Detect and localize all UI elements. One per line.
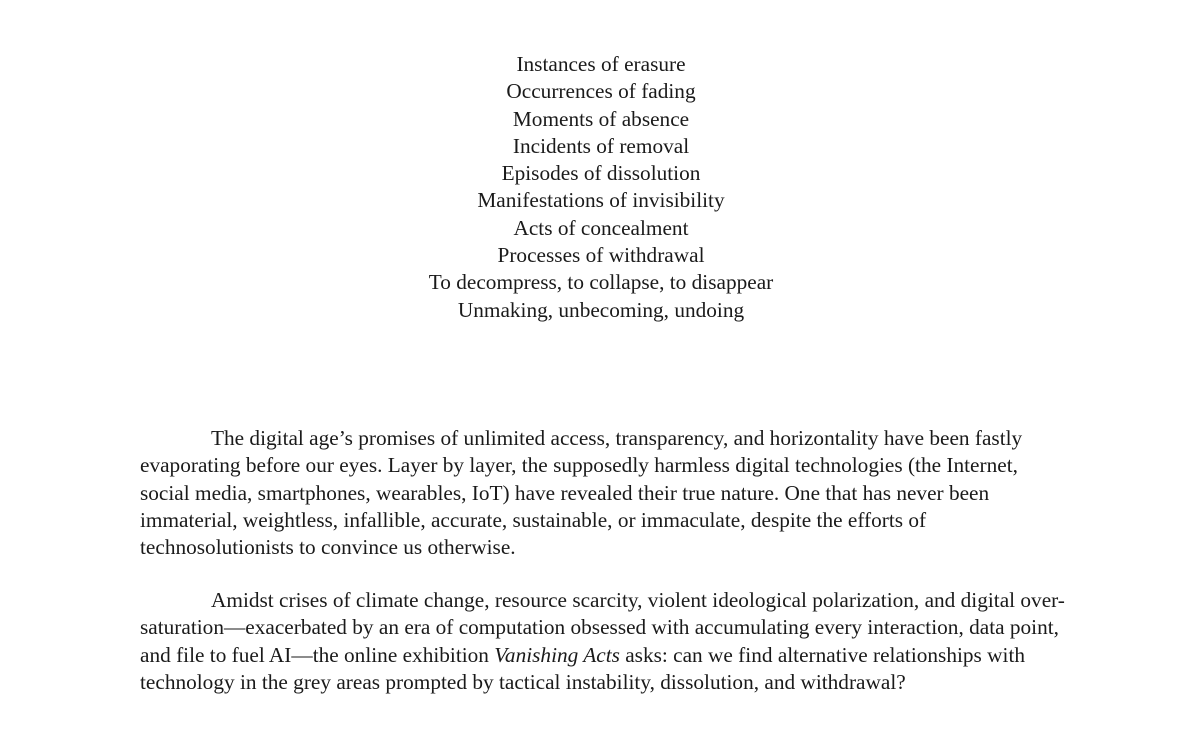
poem-line: Moments of absence: [512, 106, 690, 131]
exhibition-title: Vanishing Acts: [494, 642, 620, 667]
paragraph-text-after: asks: can we find alternative relationships with technology in the grey areas prompted by tactical instability, dissolution, and withdrawal?: [140, 642, 1026, 694]
exhibition-paragraph: [140, 587, 1070, 696]
poem-line: Acts of concealment: [513, 215, 689, 240]
intro-paragraph: [140, 425, 1070, 561]
poem-line: Manifestations of invisibility: [477, 188, 725, 213]
paragraph-text-before: Amidst crises of climate change, resource scarcity, violent ideological polarization, and digital over-saturation—exacerbated by an era of computation obsessed with accumulating every interaction, data point, and file to fuel AI—the online exhibition: [140, 588, 1065, 667]
poem-line: Processes of withdrawal: [497, 243, 705, 268]
poem-line: Episodes of dissolution: [501, 161, 701, 186]
paragraph-text: The digital age’s promises of unlimited access, transparency, and horizontality have been fastly evaporating before our eyes. Layer by layer, the supposedly harmless digital technologies (the Internet, social media, smartphones, wearables, IoT) have revealed their true nature. One that has never been immaterial, weightless, infallible, accurate, sustainable, or immaculate, despite the efforts of technosolutionists to convince us otherwise.: [140, 426, 1023, 560]
poem-line: Incidents of removal: [512, 133, 690, 158]
poem-line: Unmaking, unbecoming, undoing: [457, 297, 745, 322]
poem-line: Occurrences of fading: [506, 79, 696, 104]
poem-line: Instances of erasure: [516, 52, 686, 76]
paragraph-text: [140, 587, 1070, 696]
poem-line: To decompress, to collapse, to disappear: [428, 270, 774, 295]
poem: [0, 51, 1200, 324]
